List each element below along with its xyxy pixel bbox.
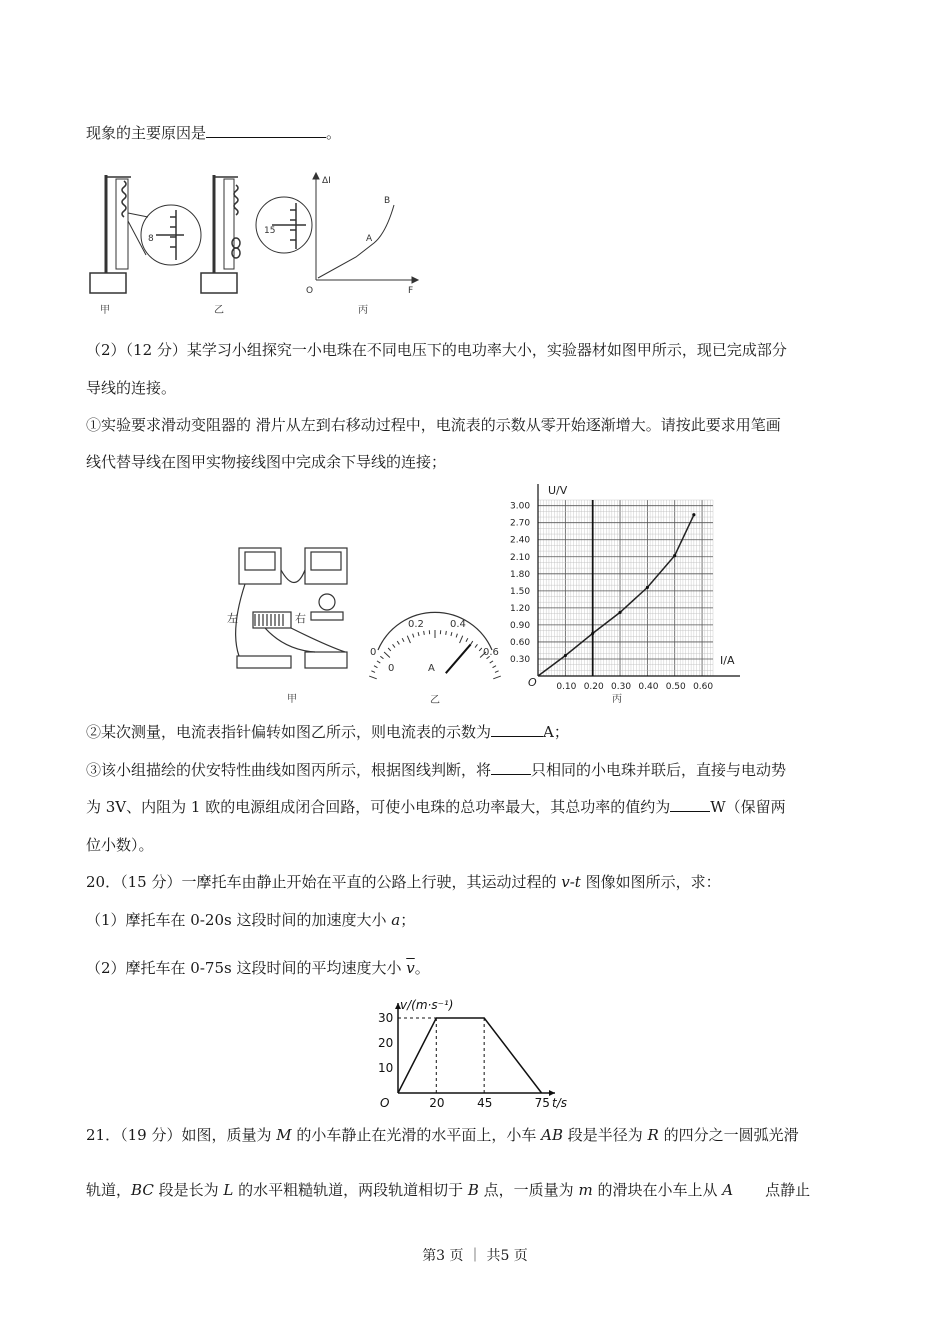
meter-tick xyxy=(388,648,391,651)
answer-blank[interactable] xyxy=(491,760,531,775)
text: 。 xyxy=(414,959,430,977)
text: 点静止 xyxy=(765,1181,811,1199)
text: 为 3V、内阻为 1 欧的电源组成闭合回路，可使小电珠的总功率最大，其总功率的值约为 xyxy=(86,798,671,816)
text: （1）摩托车在 0-20s 这段时间的加速度大小 xyxy=(86,911,392,929)
y-tick-label: 3.00 xyxy=(510,501,531,512)
tick-label: 0.4 xyxy=(450,619,466,630)
text: 轨道， xyxy=(86,1181,132,1199)
y-tick-label: 1.80 xyxy=(510,569,531,580)
y-tick-label: 1.50 xyxy=(510,586,531,597)
variable: M xyxy=(276,1126,292,1144)
tick-label: 0.2 xyxy=(408,619,424,630)
y-tick-label: 0.30 xyxy=(510,654,531,665)
x-axis-label: t/s xyxy=(552,1096,567,1110)
x-tick-label: 20 xyxy=(429,1096,445,1110)
chart-axes xyxy=(395,1003,555,1096)
tick-label: 0 xyxy=(370,647,377,658)
meter-tick xyxy=(471,641,473,644)
meter-tick xyxy=(446,631,447,635)
x-tick-label: 75 xyxy=(534,1096,550,1110)
meter-tick xyxy=(490,661,493,663)
origin-label: O xyxy=(528,676,537,689)
text: 的小车静止在光滑的水平面上，小车 xyxy=(291,1126,542,1144)
meter-tick xyxy=(418,632,419,636)
axis-label: ΔI xyxy=(322,176,331,186)
label-yi: 乙 xyxy=(214,305,224,316)
data-point xyxy=(673,554,676,557)
meter-tick xyxy=(377,661,380,663)
question-text: （2）（12 分）某学习小组探究一小电珠在不同电压下的电功率大小，实验器材如图甲所示，现已完成部分 xyxy=(86,341,787,359)
y-tick-label: 2.70 xyxy=(510,518,531,529)
text: 的滑块在小车上从 xyxy=(592,1181,723,1199)
y-tick-label: 0.90 xyxy=(510,620,531,631)
variable: v-t xyxy=(561,873,581,891)
unit-label: A xyxy=(428,663,435,674)
text: 点，一质量为 xyxy=(478,1181,579,1199)
graph-curve xyxy=(318,205,394,278)
meter-tick xyxy=(397,641,399,644)
text: ； xyxy=(400,911,416,929)
y-tick-label: 1.20 xyxy=(510,603,531,614)
y-tick-label: 2.10 xyxy=(510,552,531,563)
y-tick-label: 0.60 xyxy=(510,637,531,648)
text: 21．（19 分）如图，质量为 xyxy=(86,1126,277,1144)
meter-tick xyxy=(493,676,501,679)
x-tick-label: 0.50 xyxy=(665,682,686,692)
y-axis-label: v/(m·s⁻¹) xyxy=(400,998,454,1012)
data-point xyxy=(646,586,649,589)
question-21-line2 xyxy=(86,1180,810,1200)
meter-tick xyxy=(424,631,425,635)
sub-question-2 xyxy=(86,722,569,742)
answer-blank[interactable] xyxy=(670,797,710,812)
data-point xyxy=(564,654,567,657)
figure-circuit-jia xyxy=(225,540,365,705)
data-point xyxy=(591,632,594,635)
tick-label: 0.6 xyxy=(483,647,499,658)
data-point xyxy=(618,611,621,614)
label-jia: 甲 xyxy=(287,694,297,705)
scale-label: 15 xyxy=(264,226,276,236)
x-tick-label: 0.20 xyxy=(583,682,604,692)
variable: AB xyxy=(541,1126,563,1144)
variable: A xyxy=(722,1181,734,1199)
sub-question-3 xyxy=(86,760,786,780)
y-axis-label: U/V xyxy=(548,484,568,497)
variable: $\overline{v}$ xyxy=(406,959,415,977)
page-footer: 第3 页 ｜ 共5 页 xyxy=(422,1248,528,1264)
meter-tick xyxy=(460,636,463,643)
meter-tick xyxy=(371,671,375,673)
answer-blank[interactable] xyxy=(491,722,543,737)
variable: R xyxy=(647,1126,659,1144)
sub-question-3-line2 xyxy=(86,797,786,817)
point-label: B xyxy=(384,196,391,206)
meter-tick xyxy=(479,648,482,651)
meter-tick xyxy=(369,676,377,679)
text: 段是长为 xyxy=(153,1181,224,1199)
label-bing: 丙 xyxy=(358,305,368,316)
point-label: A xyxy=(366,234,373,244)
text: 的四分之一圆弧光滑 xyxy=(658,1126,799,1144)
variable: a xyxy=(391,911,401,929)
meter-tick xyxy=(451,632,452,636)
question-text: ①实验要求滑动变阻器的 滑片从左到右移动过程中，电流表的示数从零开始逐渐增大。请按此要求用笔画 xyxy=(86,416,781,434)
figure-ammeter-yi xyxy=(368,605,508,705)
chart-tick-labels xyxy=(378,1011,550,1110)
question-20-part2 xyxy=(86,958,430,978)
x-tick-label: 0.40 xyxy=(638,682,659,692)
question-text: 导线的连接。 xyxy=(86,379,177,397)
question-20 xyxy=(86,872,721,892)
graph-bing xyxy=(313,173,418,283)
answer-line-1 xyxy=(86,123,341,143)
text: （2）摩托车在 0-75s 这段时间的平均速度大小 xyxy=(86,959,407,977)
variable: m xyxy=(578,1181,593,1199)
label-jia: 甲 xyxy=(100,305,110,316)
x-tick-label: 45 xyxy=(477,1096,493,1110)
meter-tick xyxy=(374,666,377,668)
question-text: 位小数）。 xyxy=(86,836,154,854)
answer-blank[interactable] xyxy=(206,123,326,138)
chart-ui-curve xyxy=(508,478,753,708)
origin-label: O xyxy=(380,1096,390,1110)
text: 现象的主要原因是 xyxy=(86,124,207,142)
label-bing: 丙 xyxy=(612,694,622,705)
question-text: 线代替导线在图甲实物接线图中完成余下导线的连接； xyxy=(86,453,447,471)
x-tick-label: 0.30 xyxy=(611,682,632,692)
meter-tick xyxy=(407,636,410,643)
text: A； xyxy=(543,723,569,741)
apparatus-yi xyxy=(201,175,312,293)
text: 段是半径为 xyxy=(562,1126,648,1144)
tick-label: 0 xyxy=(388,663,395,674)
figure-spring-experiment xyxy=(86,165,426,325)
meter-tick xyxy=(380,656,383,658)
apparatus-jia xyxy=(90,175,201,293)
meter-tick xyxy=(475,644,477,647)
meter-tick xyxy=(393,644,395,647)
meter-tick xyxy=(495,671,499,673)
label-yi: 乙 xyxy=(430,695,440,705)
meter-tick xyxy=(466,638,468,642)
variable: L xyxy=(223,1181,234,1199)
meter-tick xyxy=(384,652,390,657)
y-tick-label: 2.40 xyxy=(510,535,531,546)
label-left: 左 xyxy=(227,612,238,625)
y-tick-label: 30 xyxy=(378,1011,394,1025)
meter-tick xyxy=(402,638,404,642)
chart-guides xyxy=(398,1018,484,1093)
question-21 xyxy=(86,1125,799,1145)
label-right: 右 xyxy=(295,612,306,625)
text: 只相同的小电珠并联后，直接与电动势 xyxy=(531,761,787,779)
text: 。 xyxy=(326,124,342,142)
y-tick-label: 10 xyxy=(378,1061,394,1075)
x-tick-label: 0.10 xyxy=(556,682,577,692)
variable: BC xyxy=(131,1181,154,1199)
data-point xyxy=(692,513,695,516)
chart-vt xyxy=(370,995,580,1115)
text: 图像如图所示，求： xyxy=(580,873,721,891)
meter-needle xyxy=(446,644,471,673)
text: 20．（15 分）一摩托车由静止开始在平直的公路上行驶，其运动过程的 xyxy=(86,873,562,891)
meter-tick xyxy=(456,634,457,638)
question-20-part1 xyxy=(86,910,415,930)
text: W（保留两 xyxy=(710,798,786,816)
text: ③该小组描绘的伏安特性曲线如图丙所示，根据图线判断，将 xyxy=(86,761,492,779)
scale-label: 8 xyxy=(148,234,154,244)
chart-grid xyxy=(538,500,713,676)
x-axis-label: I/A xyxy=(720,654,735,667)
axis-label: F xyxy=(408,286,414,296)
x-tick-label: 0.60 xyxy=(693,682,714,692)
text: ②某次测量，电流表指针偏转如图乙所示，则电流表的示数为 xyxy=(86,723,492,741)
series-line xyxy=(538,515,694,676)
text: 的水平粗糙轨道，两段轨道相切于 xyxy=(233,1181,468,1199)
meter-tick xyxy=(493,666,496,668)
series-line xyxy=(398,1018,542,1093)
meter-tick xyxy=(413,634,414,638)
origin-label: O xyxy=(306,286,314,296)
y-tick-label: 20 xyxy=(378,1036,394,1050)
variable: B xyxy=(467,1181,479,1199)
